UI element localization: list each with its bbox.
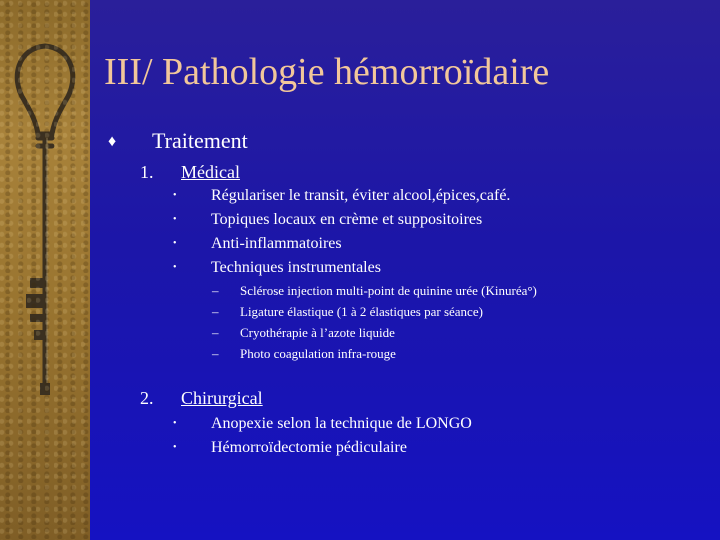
dot-bullet-icon: • xyxy=(173,262,177,273)
sub-list-item xyxy=(212,322,537,343)
sub-list-item xyxy=(212,343,537,364)
list-item xyxy=(173,184,510,208)
surgical-list xyxy=(173,412,472,460)
list-item-text: Hémorroïdectomie pédiculaire xyxy=(211,439,407,456)
dot-bullet-icon: • xyxy=(173,214,177,225)
list-item xyxy=(173,208,510,232)
dot-bullet-icon: • xyxy=(173,190,177,201)
dash-bullet-icon: – xyxy=(212,304,219,319)
dot-bullet-icon: • xyxy=(173,442,177,453)
dash-bullet-icon: – xyxy=(212,325,219,340)
antique-key-icon xyxy=(0,38,90,458)
medical-list xyxy=(173,184,510,280)
diamond-bullet-icon: ♦ xyxy=(108,133,117,150)
dash-bullet-icon: – xyxy=(212,283,219,298)
list-item xyxy=(173,256,510,280)
slide-title: III/ Pathologie hémorroïdaire xyxy=(104,51,550,93)
section-number: 2. xyxy=(140,388,154,408)
list-item-text: Techniques instrumentales xyxy=(211,259,381,276)
section-title-chirurgical: Chirurgical xyxy=(181,388,263,408)
list-item xyxy=(173,232,510,256)
list-item xyxy=(173,412,472,436)
decorative-side-panel xyxy=(0,0,90,540)
heading-label: Traitement xyxy=(152,128,248,153)
list-item xyxy=(173,436,472,460)
sub-list-item-text: Ligature élastique (1 à 2 élastiques par séance) xyxy=(240,304,483,319)
list-item-text: Anti-inflammatoires xyxy=(211,235,342,252)
dash-bullet-icon: – xyxy=(212,346,219,361)
section-number: 1. xyxy=(140,162,154,182)
heading-traitement xyxy=(108,128,248,154)
dot-bullet-icon: • xyxy=(173,238,177,249)
sub-list-item-text: Sclérose injection multi-point de quinine urée (Kinuréa°) xyxy=(240,283,537,298)
sub-list-item-text: Cryothérapie à l’azote liquide xyxy=(240,325,395,340)
instrumental-techniques-list xyxy=(212,280,537,364)
dot-bullet-icon: • xyxy=(173,418,177,429)
sub-list-item xyxy=(212,301,537,322)
list-item-text: Anopexie selon la technique de LONGO xyxy=(211,415,472,432)
list-item-text: Régulariser le transit, éviter alcool,épices,café. xyxy=(211,187,511,204)
list-item-text: Topiques locaux en crème et suppositoires xyxy=(211,211,483,228)
section-title-medical: Médical xyxy=(181,162,240,182)
sub-list-item-text: Photo coagulation infra-rouge xyxy=(240,346,396,361)
sub-list-item xyxy=(212,280,537,301)
